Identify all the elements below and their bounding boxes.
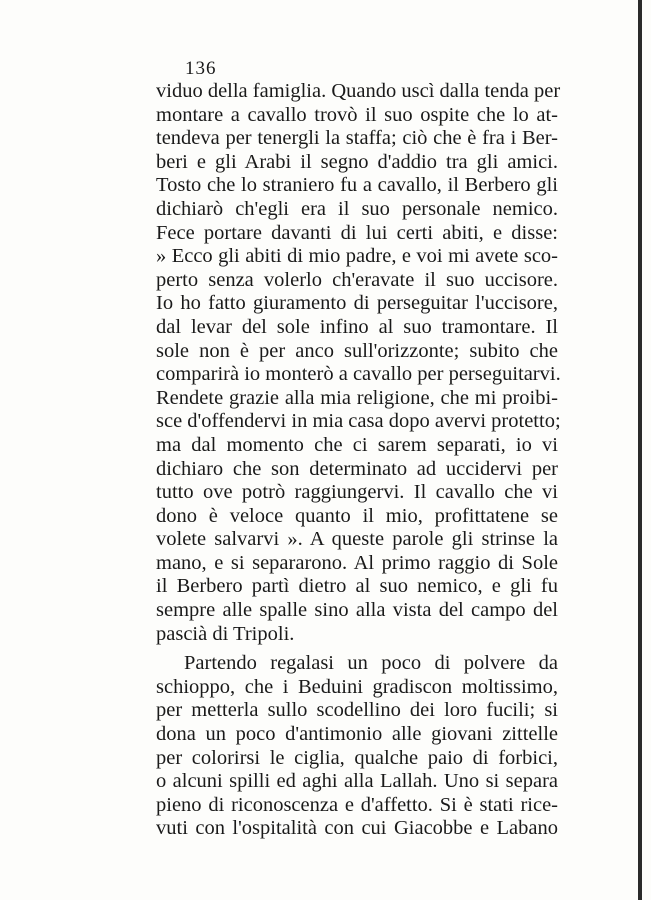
text-line: beri e gli Arabi il segno d'addio tra gli amici. <box>156 150 558 173</box>
text-line: schioppo, che i Beduini gradiscon moltissimo, <box>156 675 558 698</box>
paragraph-1 <box>156 80 561 646</box>
text-line: Tosto che lo straniero fu a cavallo, il Berbero gli <box>156 174 558 197</box>
text-line: pieno di riconoscenza e d'affetto. Si è stati rice- <box>156 793 558 816</box>
text-line: per colorirsi le ciglia, qualche paio di forbici, <box>156 746 558 769</box>
text-line: perto senza volerlo ch'eravate il suo uccisore. <box>156 268 558 291</box>
text-line: ma dal momento che ci sarem separati, io vi <box>156 433 558 456</box>
text-line: o alcuni spilli ed aghi alla Lallah. Uno si separa <box>156 770 558 793</box>
text-line: Io ho fatto giuramento di perseguitar l'uccisore, <box>156 292 558 315</box>
text-line: sole non è per anco sull'orizzonte; subito che <box>156 339 558 362</box>
text-line: sce d'offendervi in mia casa dopo avervi protetto; <box>156 410 561 433</box>
text-line: dichiarò ch'egli era il suo personale nemico. <box>156 197 558 220</box>
text-line: montare a cavallo trovò il suo ospite che lo at- <box>156 103 558 126</box>
text-line: tendeva per tenergli la staffa; ciò che è fra i Ber- <box>156 127 558 150</box>
text-line: sempre alle spalle sino alla vista del campo del <box>156 599 558 622</box>
text-line: » Ecco gli abiti di mio padre, e voi mi avete sco- <box>156 245 558 268</box>
text-line: per metterla sullo scodellino dei loro fucili; si <box>156 699 558 722</box>
text-line: Partendo regalasi un poco di polvere da <box>184 652 558 675</box>
paragraph-2 <box>156 652 558 841</box>
text-line: dal levar del sole infino al suo tramontare. Il <box>156 315 558 338</box>
body-text <box>156 80 561 841</box>
text-line: dichiaro che son determinato ad uccidervi per <box>156 457 558 480</box>
page-edge-shadow <box>638 0 642 900</box>
text-line: mano, e si separarono. Al primo raggio di Sole <box>156 551 558 574</box>
text-line: vuti con l'ospitalità con cui Giacobbe e Labano <box>156 817 558 840</box>
text-line: comparirà io monterò a cavallo per perseguitarvi. <box>156 363 561 386</box>
text-line: dono è veloce quanto il mio, profittatene se <box>156 504 558 527</box>
text-line: volete salvarvi ». A queste parole gli strinse la <box>156 528 558 551</box>
text-line: viduo della famiglia. Quando uscì dalla tenda per <box>156 80 561 102</box>
text-line: il Berbero partì dietro al suo nemico, e gli fu <box>156 575 558 598</box>
text-line: Rendete grazie alla mia religione, che mi proibi- <box>156 386 558 409</box>
text-line: tutto ove potrò raggiungervi. Il cavallo che vi <box>156 481 558 504</box>
text-line: dona un poco d'antimonio alle giovani zittelle <box>156 723 558 746</box>
text-line: pascià di Tripoli. <box>156 622 295 645</box>
text-line: Fece portare davanti di lui certi abiti, e disse: <box>156 221 558 244</box>
page-number: 136 <box>185 58 217 79</box>
